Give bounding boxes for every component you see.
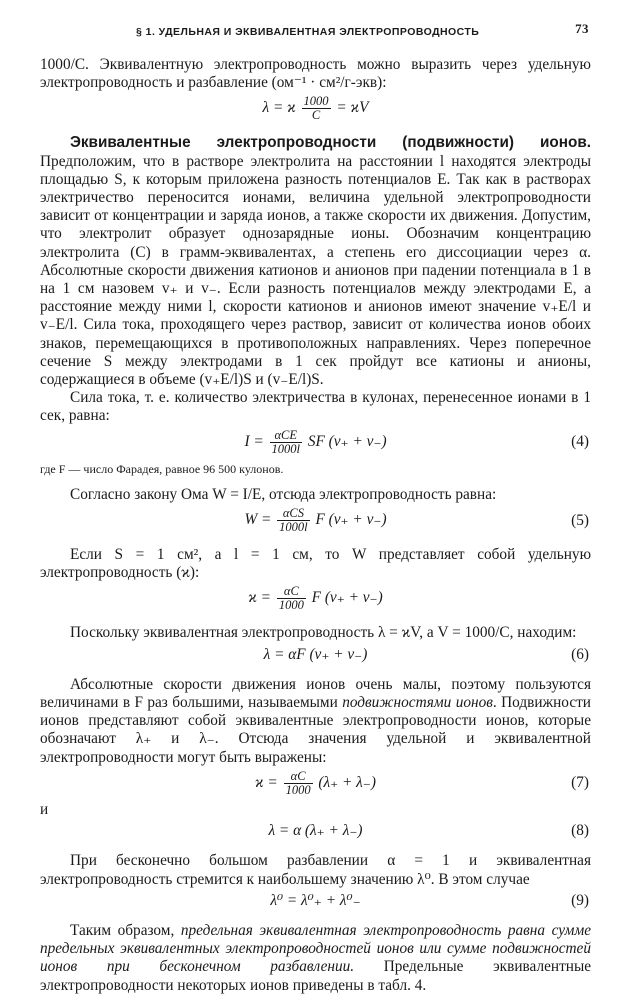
equation-6: λ = αF (v₊ + v₋) (6) bbox=[263, 645, 589, 663]
equation-4: I = $\frac{\text{αCE}}{1000l}$ SF (v₊ + v₋) (4) bbox=[244, 427, 589, 456]
page-number: 73 bbox=[575, 21, 589, 36]
paragraph-equivalent: Поскольку эквивалентная электропроводность λ = ϰV, а V = 1000/C, находим: bbox=[70, 624, 577, 642]
equation-number: (5) bbox=[571, 511, 589, 529]
emphasis: подвижностями ионов bbox=[342, 694, 493, 712]
equation-9: λ⁰ = λ⁰₊ + λ⁰₋ (9) bbox=[270, 891, 589, 909]
equation-kappa: ϰ = $\frac{\alpha C}{1000}$ F (v₊ + v₋) bbox=[248, 584, 383, 613]
equation-7: ϰ = $\frac{\alpha C}{1000}$ (λ₊ + λ₋) (7) bbox=[255, 768, 589, 797]
paragraph-current: Сила тока, т. е. количество электричества в кулонах, перенесенное ионами в 1 сек, равна: bbox=[40, 389, 591, 425]
equation-8: λ = α (λ₊ + λ₋) (8) bbox=[268, 822, 589, 840]
conjunction-and: и bbox=[40, 800, 49, 818]
paragraph-mobility: Эквивалентные электропроводности (подвижности) ионов. Предположим, что в растворе электролита на расстоянии l находятся электроды площадью S, к которым приложена разность потенциалов E. Так как в растворах электричество переносится ионами, величина удельной электропроводности зависит от концентрации и заряда ионов, а также скорости их движения. Допустим, что электролит образует однозарядные ионы. Обозначим концентрацию электролита (C) в грамм-эквивалентах, а степень его диссоциации через α. Абсолютные скорости движения катионов и анионов при падении потенциала в 1 в на 1 см назовем v₊ и v₋. Если разность потенциалов между электродами E, а расстояние между ними l, скорости катионов и анионов имеют значение v₊E/l и v₋E/l. Сила тока, проходящего через раствор, зависит от количества ионов обоих знаков, перемещающихся в противоположных направлениях. Через поперечное сечение S между электродами в 1 сек пройдут все катионы и анионы, содержащиеся в объеме (v₊E/l)S и (v₋E/l)S. bbox=[40, 134, 591, 389]
fraction: $\frac{1000}{C}$ bbox=[303, 94, 329, 123]
running-header bbox=[40, 20, 591, 38]
paragraph-specific: Если S = 1 см², а l = 1 см, то W представляет собой удельную электропроводность (ϰ): bbox=[40, 546, 591, 582]
equation-number: (9) bbox=[571, 891, 589, 909]
equation-lambda: λ = ϰ $\frac{1000}{C}$ = ϰV bbox=[262, 94, 369, 123]
note-faraday: где F — число Фарадея, равное 96 500 кулонов. bbox=[40, 461, 284, 476]
equation-number: (7) bbox=[571, 774, 589, 792]
paragraph-absolute-speeds: Абсолютные скорости движения ионов очень малы, поэтому пользуются величинами в F раз большими, называемыми подвижностями ионов. Подвижности ионов представляют собой эквивалентные электропроводности ионов, которые обозначают λ₊ и λ₋. Отсюда значения удельной и эквивалентной электропроводности могут быть выражены: bbox=[40, 675, 591, 766]
equation-number: (4) bbox=[571, 433, 589, 451]
section-heading: Эквивалентные электропроводности (подвижности) ионов. bbox=[70, 134, 591, 152]
equation-number: (8) bbox=[571, 822, 589, 840]
paragraph-ohm: Согласно закону Ома W = I/E, отсюда электропроводность равна: bbox=[70, 485, 497, 503]
paragraph-infinite-dilution: При бесконечно большом разбавлении α = 1 и эквивалентная электропроводность стремится к наибольшему значению λ⁰. В этом случае bbox=[40, 852, 591, 888]
emphasis: предельная эквивалентная электропроводность равна сумме предельных эквивалентных электропроводностей ионов или сумме подвижностей ионов при бесконечном разбавлении. bbox=[40, 921, 591, 976]
paragraph-intro: 1000/C. Эквивалентную электропроводность можно выразить через удельную электропроводность и разбавление (ом⁻¹ · см²/г-экв): bbox=[40, 56, 591, 92]
equation-number: (6) bbox=[571, 645, 589, 663]
page bbox=[40, 20, 591, 995]
equation-5: W = $\frac{\text{αCS}}{1000l}$ F (v₊ + v₋) (5) bbox=[244, 506, 589, 535]
header-title: § 1. УДЕЛЬНАЯ И ЭКВИВАЛЕНТНАЯ ЭЛЕКТРОПРОВОДНОСТЬ bbox=[136, 26, 480, 38]
paragraph-conclusion: Таким образом, предельная эквивалентная электропроводность равна сумме предельных эквивалентных электропроводностей ионов или сумме подвижностей ионов при бесконечном разбавлении. Предельные эквивалентные электропроводности некоторых ионов приведены в табл. 4. bbox=[40, 921, 592, 994]
